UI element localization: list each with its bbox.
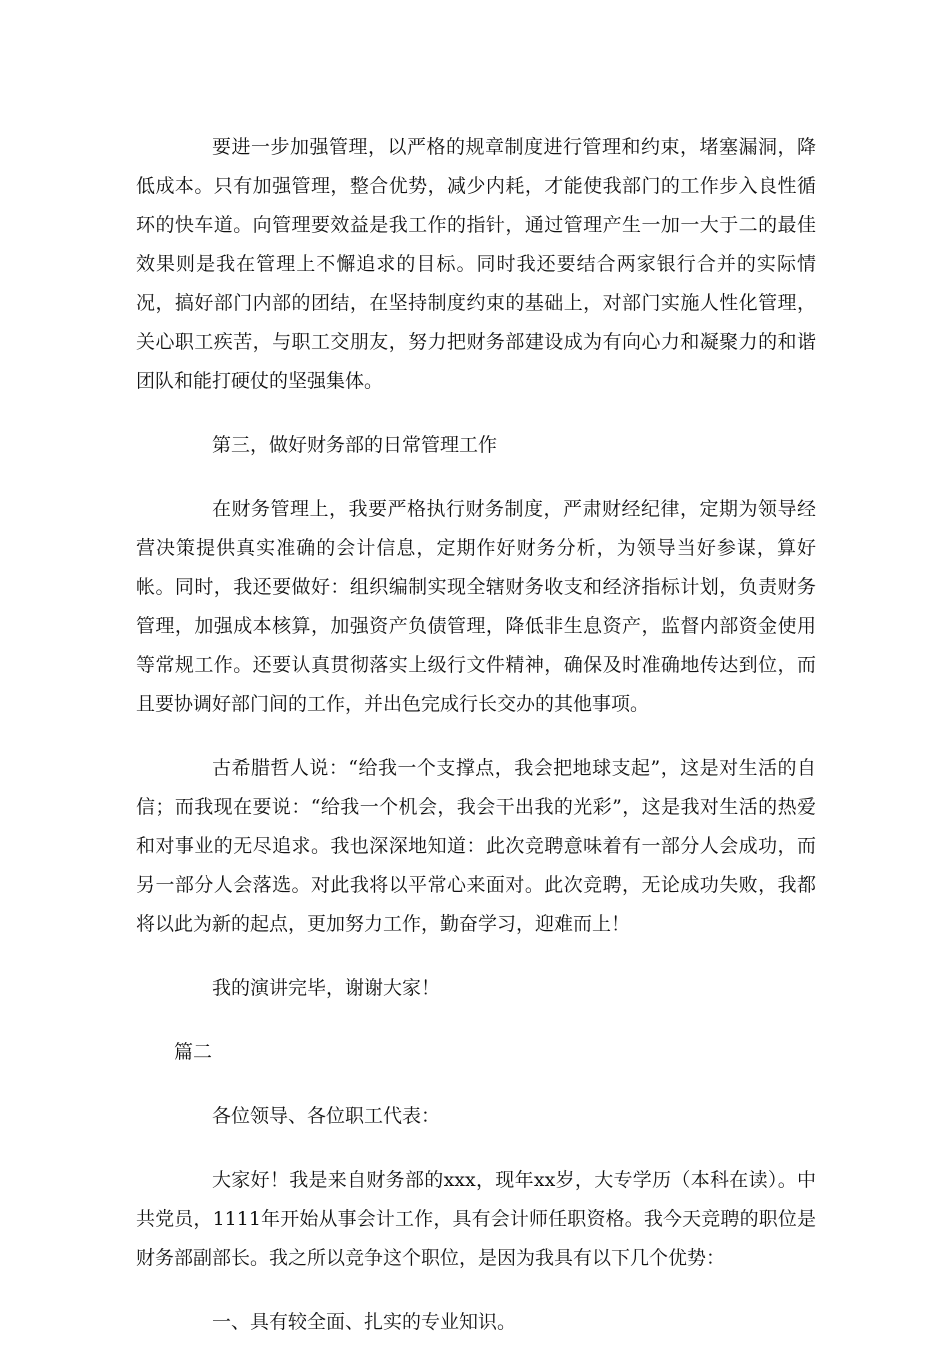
document-body bbox=[136, 128, 816, 1367]
paragraph-closing: 我的演讲完毕，谢谢大家！ bbox=[212, 977, 441, 999]
section-heading-part-two: 篇二 bbox=[174, 1041, 213, 1063]
paragraph-salutation: 各位领导、各位职工代表： bbox=[212, 1105, 441, 1127]
paragraph-advantage-one: 一、具有较全面、扎实的专业知识。 bbox=[212, 1311, 517, 1333]
paragraph-introduction: 大家好！我是来自财务部的xxx，现年xx岁，大专学历（本科在读）。中共党员，1111年开始从事会计工作，具有会计师任职资格。我今天竞聘的职位是财务部副部长。我之所以竞争这个职位，是因为我具有以下几个优势： bbox=[136, 1169, 816, 1269]
heading-third-point: 第三，做好财务部的日常管理工作 bbox=[212, 434, 498, 456]
paragraph-quote: 古希腊哲人说：“给我一个支撑点，我会把地球支起”，这是对生活的自信；而我现在要说：“给我一个机会，我会干出我的光彩”，这是我对生活的热爱和对事业的无尽追求。我也深深地知道：此次竞聘意味着有一部分人会成功，而另一部分人会落选。对此我将以平常心来面对。此次竞聘，无论成功失败，我都将以此为新的起点，更加努力工作，勤奋学习，迎难而上！ bbox=[136, 757, 816, 935]
paragraph-management: 要进一步加强管理，以严格的规章制度进行管理和约束，堵塞漏洞，降低成本。只有加强管理，整合优势，减少内耗，才能使我部门的工作步入良性循环的快车道。向管理要效益是我工作的指针，通过管理产生一加一大于二的最佳效果则是我在管理上不懈追求的目标。同时我还要结合两家银行合并的实际情况，搞好部门内部的团结，在坚持制度约束的基础上，对部门实施人性化管理，关心职工疾苦，与职工交朋友，努力把财务部建设成为有向心力和凝聚力的和谐团队和能打硬仗的坚强集体。 bbox=[136, 136, 816, 392]
paragraph-financial-management: 在财务管理上，我要严格执行财务制度，严肃财经纪律，定期为领导经营决策提供真实准确的会计信息，定期作好财务分析，为领导当好参谋，算好帐。同时，我还要做好：组织编制实现全辖财务收支和经济指标计划，负责财务管理，加强成本核算，加强资产负债管理，降低非生息资产，监督内部资金使用等常规工作。还要认真贯彻落实上级行文件精神，确保及时准确地传达到位，而且要协调好部门间的工作，并出色完成行长交办的其他事项。 bbox=[136, 498, 816, 715]
